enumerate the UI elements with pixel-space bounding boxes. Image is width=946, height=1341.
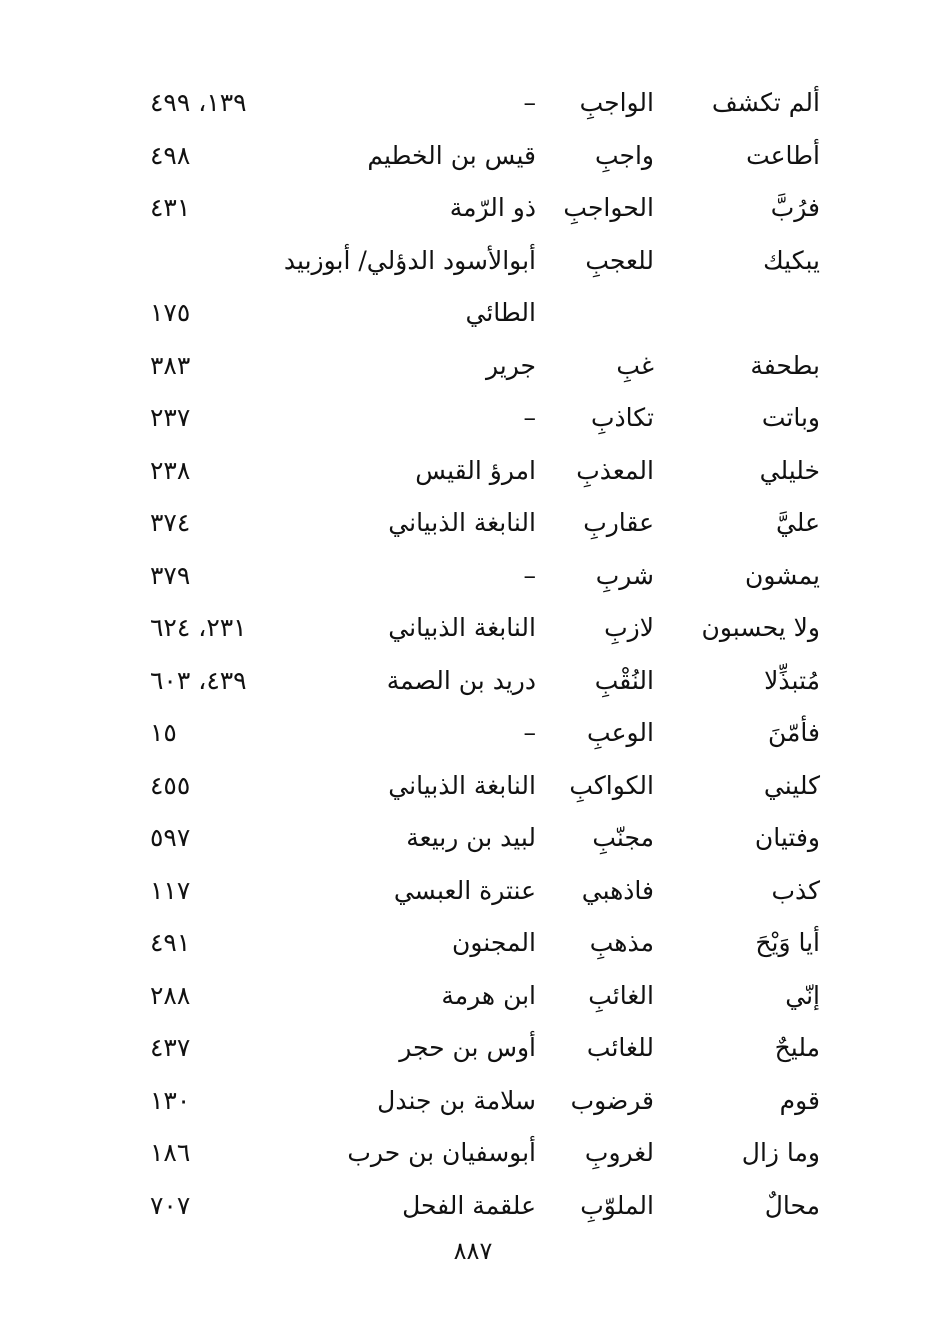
verse-opening-word: أيا وَيْحَ [755,928,820,957]
table-row [0,707,946,760]
poet-name: جرير [486,350,536,380]
page-references: ٣٨٣ [150,350,191,380]
poet-name: امرؤ القيس [415,455,536,485]
verse-opening-word: يبكيك [763,245,820,275]
verse-opening-word: قوم [779,1085,820,1115]
verse-opening-word: مليحٌ [774,1033,820,1062]
table-row [0,340,946,393]
table-row [0,287,946,340]
verse-opening-word: محالٌ [764,1190,820,1220]
rhyme-word: شربِ [595,560,654,590]
poet-name: – [523,718,536,747]
rhyme-word: الحواجبِ [563,193,654,222]
page-references: ٥٩٧ [150,823,191,852]
page-references: ١٧٥ [150,298,191,327]
table-row [0,865,946,918]
poet-name: النابغة الذبياني [388,508,536,537]
verse-opening-word: وما زال [741,1138,820,1167]
table-row [0,1127,946,1180]
rhyme-word: الملوّبِ [580,1190,654,1220]
rhyme-word: للغائب [586,1033,654,1062]
page-references: ٧٠٧ [150,1190,191,1220]
page-references: ١١٧ [150,875,191,905]
rhyme-word: تكاذبِ [590,403,654,432]
verse-opening-word: أطاعت [746,140,820,170]
table-row [0,182,946,235]
table-row [0,130,946,183]
poet-name: ابن هرمة [441,980,536,1010]
table-row [0,550,946,603]
verse-opening-word: بطحفة [750,350,820,380]
verse-opening-word: كليني [763,770,820,800]
table-row [0,602,946,655]
poet-name: – [523,88,536,117]
poet-name: عنترة العبسي [393,875,536,905]
page-references: ٢٣٨ [150,455,191,485]
table-row [0,235,946,288]
rhyme-word: قرضوب [570,1085,654,1115]
verse-opening-word: فرُبَّ [770,193,820,222]
table-row [0,812,946,865]
table-row [0,970,946,1023]
verse-opening-word: خليلي [759,455,820,485]
page-references: ١٥ [150,718,177,747]
page-references: ٣٧٤ [150,508,191,537]
poet-name: أوس بن حجر [399,1033,536,1062]
verse-opening-word: عليَّ [775,508,820,537]
rhyme-word: الغائبِ [588,980,654,1010]
poet-name: ذو الرّمة [449,193,536,222]
page-references: ٤٩١ [150,928,191,957]
verse-opening-word: ولا يحسبون [701,613,820,642]
rhyme-word: للعجبِ [585,245,654,275]
verse-opening-word: يمشون [745,560,820,590]
poet-name: المجنون [452,928,536,957]
rhyme-word: مذهبِ [589,928,654,957]
poet-name: الطائي [465,298,536,327]
page-references: ٤٣٧ [150,1033,191,1062]
table-row [0,1180,946,1233]
page-references: ٢٨٨ [150,980,191,1010]
poet-name: – [523,403,536,432]
table-row [0,655,946,708]
poet-name: – [523,560,536,590]
verse-opening-word: مُتبذِّلا [764,665,820,695]
page-references: ٣٧٩ [150,560,191,590]
poet-name: لبيد بن ربيعة [406,823,536,852]
page-references: ٤٩٨ [150,140,191,170]
rhyme-word: المعذبِ [576,455,654,485]
poet-name: أبوالأسود الدؤلي/ أبوزبيد [283,245,536,275]
verse-opening-word: وباتت [761,403,820,432]
verse-opening-word: وفتيان [754,823,820,852]
rhyme-word: مجنّبِ [592,823,654,852]
verse-opening-word: فأمّنَ [768,718,820,747]
rhyme-word: الواجبِ [579,88,654,117]
poet-name: النابغة الذبياني [388,770,536,800]
poet-name: دريد بن الصمة [386,665,536,695]
page-references: ١٨٦ [150,1138,191,1167]
rhyme-word: لازبِ [604,613,654,642]
verse-opening-word: إنّي [785,980,820,1010]
page-references: ٤٣٩، ٦٠٣ [150,665,247,695]
table-row [0,497,946,550]
poet-name: أبوسفيان بن حرب [347,1138,536,1167]
page-references: ١٣٠ [150,1085,191,1115]
rhyme-word: عقاربِ [583,508,654,537]
page-references: ٤٥٥ [150,770,191,800]
page-references: ٢٣١، ٦٢٤ [150,613,247,642]
verse-opening-word: ألم تكشف [711,88,820,117]
page-number: ٨٨٧ [453,1237,493,1265]
rhyme-word: غبِ [616,350,654,380]
rhyme-word: الكواكبِ [569,770,654,800]
table-row [0,1022,946,1075]
table-row [0,77,946,130]
table-row [0,445,946,498]
table-row [0,1075,946,1128]
rhyme-word: فاذهبي [581,875,654,905]
table-row [0,392,946,445]
page-references: ٢٣٧ [150,403,191,432]
poet-name: النابغة الذبياني [388,613,536,642]
rhyme-word: النُقْبِ [594,665,654,695]
table-row [0,760,946,813]
rhyme-word: واجبِ [594,140,654,170]
poet-name: سلامة بن جندل [377,1085,536,1115]
rhyme-word: لغروبِ [584,1138,654,1167]
table-row [0,917,946,970]
page-references: ٤٣١ [150,193,191,222]
rhyme-word: الوعبِ [587,718,654,747]
poet-name: علقمة الفحل [402,1190,536,1220]
page-references [150,235,288,287]
verse-opening-word: كذب [771,875,820,905]
page-references: ١٣٩، ٤٩٩ [150,88,247,117]
poet-name: قيس بن الخطيم [367,140,536,170]
verse-index-table [0,77,946,1232]
